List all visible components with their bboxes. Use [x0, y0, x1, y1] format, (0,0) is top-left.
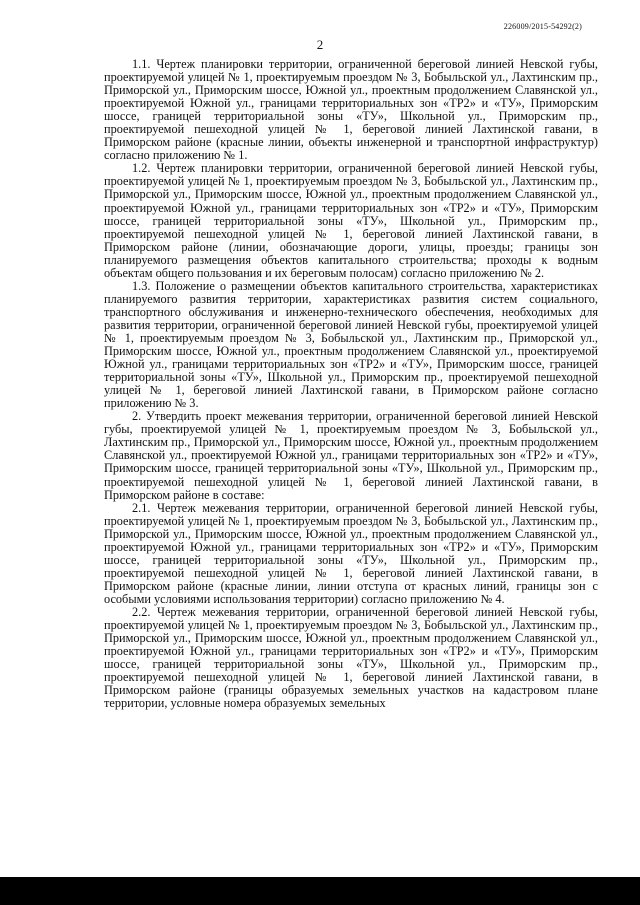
paragraph-2: 2. Утвердить проект межевания территории, ограниченной береговой линией Невской губы, проектируемой улицей № 1, проектируемым проездом № 3, Бобыльской ул., Лахтинским пр., Приморской ул., Приморским шоссе, Южной ул., проектным продолжением Славянской ул., проектируемой Южной ул., границами территориальных зон «ТР2» и «ТУ», Приморским шоссе, границей территориальной зоны «ТУ», Школьной ул., Приморским пр., проектируемой пешеходной улицей № 1, береговой линией Лахтинской гавани, в Приморском районе в составе: [104, 409, 598, 502]
page-number: 2 [316, 37, 324, 52]
scan-bottom-edge [0, 877, 640, 905]
paragraph-1-2: 1.2. Чертеж планировки территории, ограниченной береговой линией Невской губы, проектируемой улицей № 1, проектируемым проездом № 3, Бобыльской ул., Лахтинским пр., Приморской ул., Приморским шоссе, Южной ул., проектным продолжением Славянской ул., проектируемой Южной ул., границами территориальных зон «ТР2» и «ТУ», Приморским шоссе, границей территориальной зоны «ТУ», Школьной ул., Приморским пр., проектируемой пешеходной улицей № 1, береговой линией Лахтинской гавани, в Приморском районе (линии, обозначающие дороги, улицы, проезды; границы зон планируемого размещения объектов капитального строительства; проходы к водным объектам общего пользования и их береговым полосам) согласно приложению № 2. [104, 161, 598, 280]
paragraph-2-1: 2.1. Чертеж межевания территории, ограниченной береговой линией Невской губы, проектируемой улицей № 1, проектируемым проездом № 3, Бобыльской ул., Лахтинским пр., Приморской ул., Приморским шоссе, Южной ул., проектным продолжением Славянской ул., проектируемой Южной ул., границами территориальных зон «ТР2» и «ТУ», Приморским шоссе, границей территориальной зоны «ТУ», Школьной ул., Приморским пр., проектируемой пешеходной улицей № 1, береговой линией Лахтинской гавани, в Приморском районе (красные линии, линии отступа от красных линий, границы зон с особыми условиями использования территории) согласно приложению № 4. [104, 500, 598, 606]
paragraph-1-1: 1.1. Чертеж планировки территории, ограниченной береговой линией Невской губы, проектируемой улицей № 1, проектируемым проездом № 3, Бобыльской ул., Лахтинским пр., Приморской ул., Приморским шоссе, Южной ул., проектным продолжением Славянской ул., проектируемой Южной ул., границами территориальных зон «ТР2» и «ТУ», Приморским шоссе, границей территориальной зоны «ТУ», Школьной ул., Приморским пр., проектируемой пешеходной улицей № 1, береговой линией Лахтинской гавани, в Приморском районе (красные линии, объекты инженерной и транспортной инфраструктур) согласно приложению № 1. [104, 57, 598, 163]
document-number: 226009/2015-54292(2) [503, 22, 582, 31]
paragraph-1-3: 1.3. Положение о размещении объектов капитального строительства, характеристиках планируемого развития территории, характеристиках развития систем социального, транспортного обслуживания и инженерно-технического обеспечения, необходимых для развития территории, ограниченной береговой линией Невской губы, проектируемой улицей № 1, проектируемым проездом № 3, Бобыльской ул., Лахтинским пр., Приморской ул., Приморским шоссе, Южной ул., проектным продолжением Славянской ул., проектируемой Южной ул., границами территориальных зон «ТР2» и «ТУ», Приморским шоссе, границей территориальной зоны «ТУ», Школьной ул., Приморским пр., проектируемой пешеходной улицей № 1, береговой линией Лахтинской гавани, в Приморском районе согласно приложению № 3. [104, 278, 598, 411]
paragraph-2-2: 2.2. Чертеж межевания территории, ограниченной береговой линией Невской губы, проектируемой улицей № 1, проектируемым проездом № 3, Бобыльской ул., Лахтинским пр., Приморской ул., Приморским шоссе, Южной ул., проектным продолжением Славянской ул., проектируемой Южной ул., границами территориальных зон «ТР2» и «ТУ», Приморским шоссе, границей территориальной зоны «ТУ», Школьной ул., Приморским пр., проектируемой пешеходной улицей № 1, береговой линией Лахтинской гавани, в Приморском районе (границы образуемых земельных участков на кадастровом плане территории, условные номера образуемых земельных [104, 604, 598, 711]
document-body [104, 58, 598, 710]
